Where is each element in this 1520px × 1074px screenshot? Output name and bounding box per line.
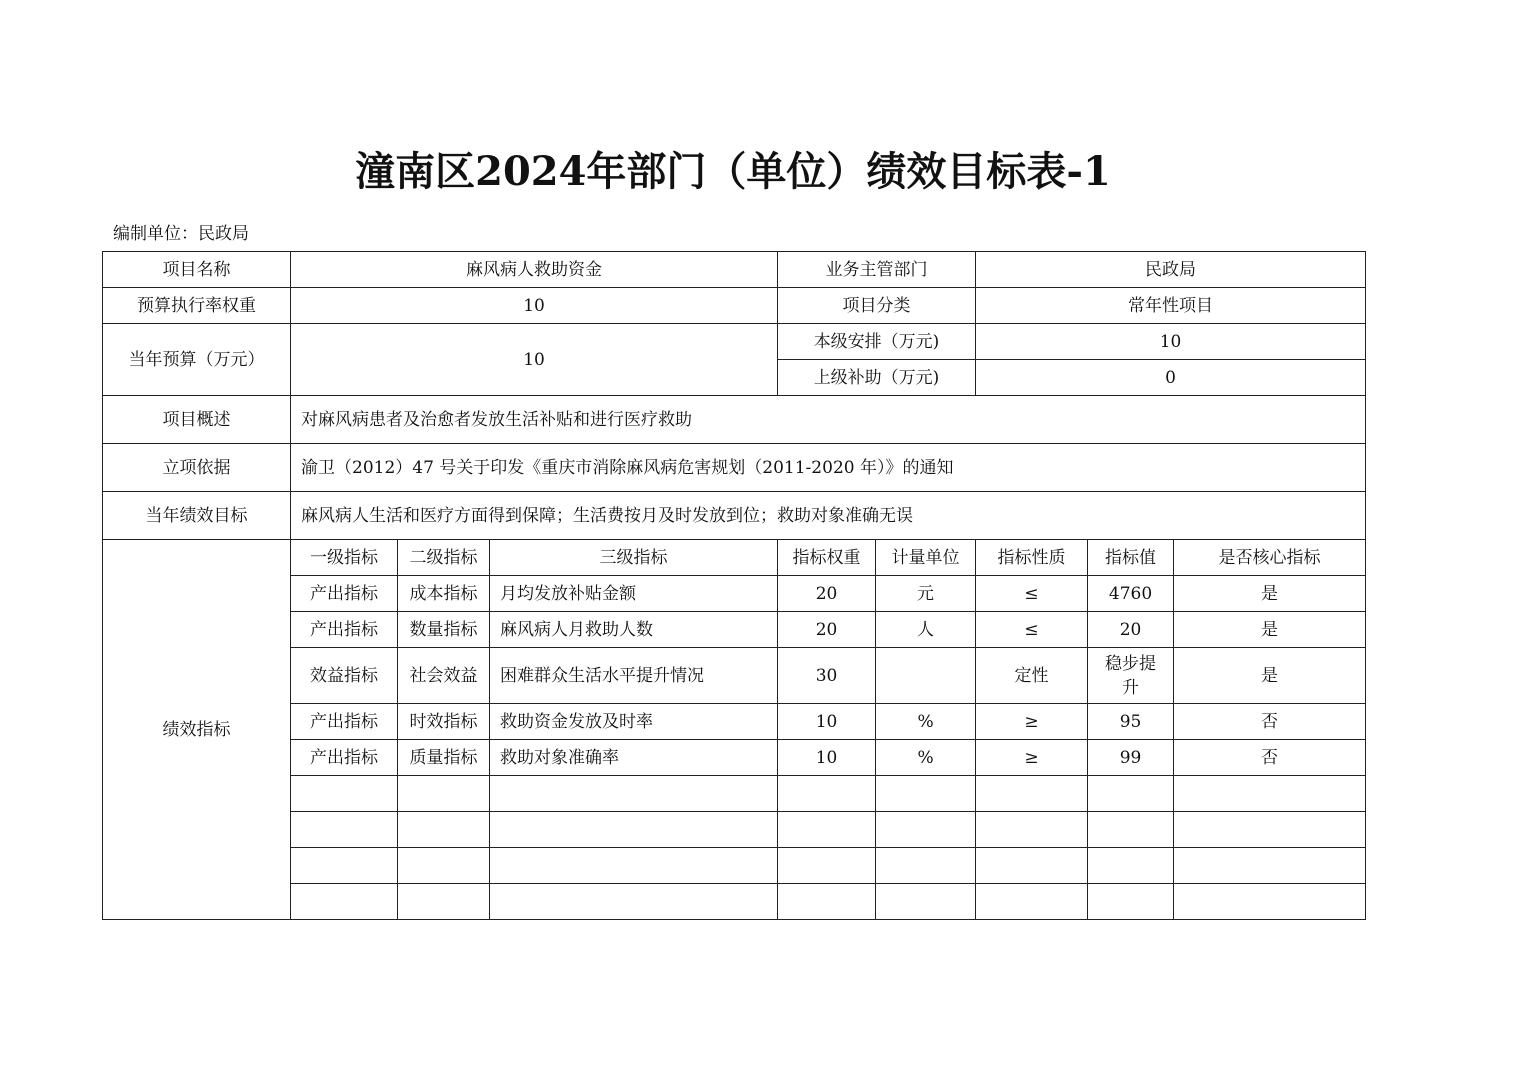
local-allocation-label: 本级安排（万元) [778,324,976,360]
indicator-core: 否 [1174,704,1366,740]
project-name-value: 麻风病人救助资金 [291,252,778,288]
indicator-nature: ≤ [976,576,1088,612]
indicator-core: 是 [1174,612,1366,648]
department-label: 业务主管部门 [778,252,976,288]
empty-cell [876,848,976,884]
indicator-level1: 效益指标 [291,648,398,704]
indicator-level1: 产出指标 [291,740,398,776]
empty-indicator-row [103,812,1366,848]
indicator-level3: 救助资金发放及时率 [490,704,778,740]
indicator-weight: 10 [778,704,876,740]
indicator-level2: 成本指标 [398,576,490,612]
indicator-weight: 20 [778,576,876,612]
indicator-nature: ≥ [976,740,1088,776]
indicator-level2: 质量指标 [398,740,490,776]
table-row [103,492,1366,540]
header-level2: 二级指标 [398,540,490,576]
header-unit: 计量单位 [876,540,976,576]
empty-cell [976,812,1088,848]
indicator-unit: 人 [876,612,976,648]
indicator-core: 否 [1174,740,1366,776]
table-row [103,288,1366,324]
empty-cell [778,884,876,920]
empty-cell [291,776,398,812]
empty-cell [1174,884,1366,920]
annual-budget-label: 当年预算（万元） [103,324,291,396]
indicator-unit [876,648,976,704]
empty-cell [398,812,490,848]
indicator-unit: 元 [876,576,976,612]
empty-indicator-row [103,884,1366,920]
department-value: 民政局 [976,252,1366,288]
empty-cell [291,848,398,884]
upper-subsidy-value: 0 [976,360,1366,396]
empty-cell [1088,776,1174,812]
indicator-level3: 困难群众生活水平提升情况 [490,648,778,704]
empty-cell [876,812,976,848]
header-weight: 指标权重 [778,540,876,576]
indicator-nature: 定性 [976,648,1088,704]
indicator-level1: 产出指标 [291,576,398,612]
indicator-level2: 社会效益 [398,648,490,704]
indicator-level3: 救助对象准确率 [490,740,778,776]
empty-cell [976,776,1088,812]
empty-cell [490,812,778,848]
empty-cell [398,776,490,812]
basis-label: 立项依据 [103,444,291,492]
indicator-weight: 20 [778,612,876,648]
empty-cell [778,776,876,812]
indicator-value: 20 [1088,612,1174,648]
local-allocation-value: 10 [976,324,1366,360]
indicator-unit: % [876,740,976,776]
indicator-row [103,648,1366,704]
indicator-row [103,576,1366,612]
indicator-row [103,704,1366,740]
indicator-level3: 麻风病人月救助人数 [490,612,778,648]
empty-cell [976,884,1088,920]
empty-cell [398,884,490,920]
empty-cell [778,812,876,848]
indicator-level2: 数量指标 [398,612,490,648]
empty-cell [1088,848,1174,884]
compiler-unit: 编制单位：民政局 [113,224,249,244]
indicator-header-row [103,540,1366,576]
project-category-label: 项目分类 [778,288,976,324]
indicator-weight: 10 [778,740,876,776]
indicator-nature: ≤ [976,612,1088,648]
header-nature: 指标性质 [976,540,1088,576]
empty-cell [291,812,398,848]
empty-cell [490,848,778,884]
empty-cell [490,776,778,812]
empty-cell [976,848,1088,884]
indicator-level1: 产出指标 [291,612,398,648]
indicator-value: 4760 [1088,576,1174,612]
empty-cell [876,884,976,920]
table-row [103,444,1366,492]
header-level1: 一级指标 [291,540,398,576]
indicator-row [103,740,1366,776]
page-title: 潼南区2024年部门（单位）绩效目标表-1 [355,148,1111,195]
empty-cell [1174,848,1366,884]
empty-cell [490,884,778,920]
header-value: 指标值 [1088,540,1174,576]
indicator-value: 稳步提升 [1088,648,1174,704]
budget-weight-label: 预算执行率权重 [103,288,291,324]
project-category-value: 常年性项目 [976,288,1366,324]
indicator-level3: 月均发放补贴金额 [490,576,778,612]
empty-indicator-row [103,848,1366,884]
indicator-value: 99 [1088,740,1174,776]
empty-cell [1088,812,1174,848]
empty-cell [1088,884,1174,920]
basis-value: 渝卫（2012）47 号关于印发《重庆市消除麻风病危害规划（2011-2020 年）》的通知 [291,444,1366,492]
table-row [103,396,1366,444]
annual-goal-value: 麻风病人生活和医疗方面得到保障；生活费按月及时发放到位；救助对象准确无误 [291,492,1366,540]
overview-value: 对麻风病患者及治愈者发放生活补贴和进行医疗救助 [291,396,1366,444]
indicators-section-label: 绩效指标 [103,540,291,920]
budget-weight-value: 10 [291,288,778,324]
indicator-level2: 时效指标 [398,704,490,740]
annual-budget-value: 10 [291,324,778,396]
indicator-weight: 30 [778,648,876,704]
indicator-row [103,612,1366,648]
indicator-core: 是 [1174,648,1366,704]
indicator-nature: ≥ [976,704,1088,740]
indicator-value: 95 [1088,704,1174,740]
empty-cell [1174,776,1366,812]
indicator-unit: % [876,704,976,740]
empty-indicator-row [103,776,1366,812]
upper-subsidy-label: 上级补助（万元) [778,360,976,396]
annual-goal-label: 当年绩效目标 [103,492,291,540]
overview-label: 项目概述 [103,396,291,444]
indicator-core: 是 [1174,576,1366,612]
indicator-level1: 产出指标 [291,704,398,740]
empty-cell [291,884,398,920]
table-row [103,252,1366,288]
header-core: 是否核心指标 [1174,540,1366,576]
performance-target-table [102,251,1366,920]
empty-cell [398,848,490,884]
project-name-label: 项目名称 [103,252,291,288]
empty-cell [778,848,876,884]
table-row [103,324,1366,360]
empty-cell [876,776,976,812]
empty-cell [1174,812,1366,848]
header-level3: 三级指标 [490,540,778,576]
